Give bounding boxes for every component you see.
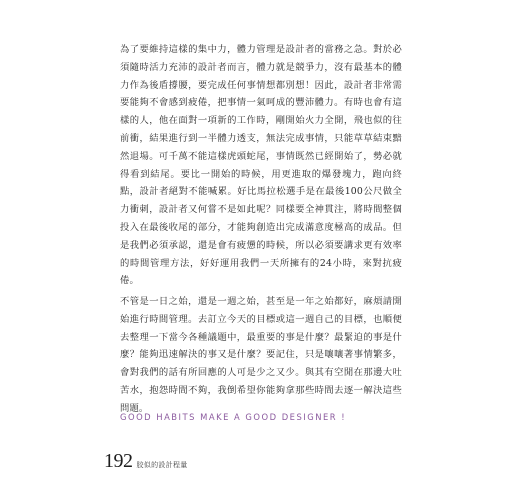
- tagline: GOOD HABITS MAKE A GOOD DESIGNER !: [120, 412, 347, 422]
- body-paragraph-1: 為了要維持這樣的集中力，體力管理是設計者的當務之急。對於必須隨時活力充沛的設計者而言，體力就是競爭力，沒有最基本的體力作為後盾撐腰，要完成任何事情想都別想！因此，設計者非常需要能夠不會感到疲倦，把事情一氣呵成的豐沛體力。有時也會有這樣的人，他在面對一項新的工作時，剛開始火力全開，飛也似的往前衝，結果進行到一半體力透支，無法完成事情，只能草草結束黯然退場。可千萬不能這樣虎頭蛇尾，事情既然已經開始了，勢必就得看到結尾。要比一開始的時候，用更進取的爆發塊力，跑向終點，設計者絕對不能喊累。好比馬拉松選手是在最後100公尺做全力衝刺，設計者又何嘗不是如此呢？同樣要全神貫注，將時間整個投入在最後收尾的部分，才能夠創造出完成滿意度極高的成品。但是我們必須承認，還是會有疲憊的時候，所以必須要講求更有效率的時間管理方法，好好運用我們一天所擁有的24小時，來對抗疲倦。: [120, 44, 402, 287]
- page-footer: [104, 451, 188, 475]
- page-number: 192: [104, 450, 133, 472]
- running-book-title: 胶似的設計程量: [136, 461, 188, 469]
- body-paragraph-2: 不管是一日之始，還是一週之始，甚至是一年之始都好，麻煩請開始進行時間管理。去訂立今天的目標或這一週自己的目標，也順便去整理一下當今各種議題中，最重要的事是什麼？最緊迫的事是什麼？能夠迅速解決的事又是什麼？要記住，只是嚷嚷著事情繁多，會對我們的話有所回應的人可是少之又少。與其有空閒在那邊大吐苦水，抱怨時間不夠，我倒希望你能夠拿那些時間去逐一解決這些問題。: [120, 296, 402, 414]
